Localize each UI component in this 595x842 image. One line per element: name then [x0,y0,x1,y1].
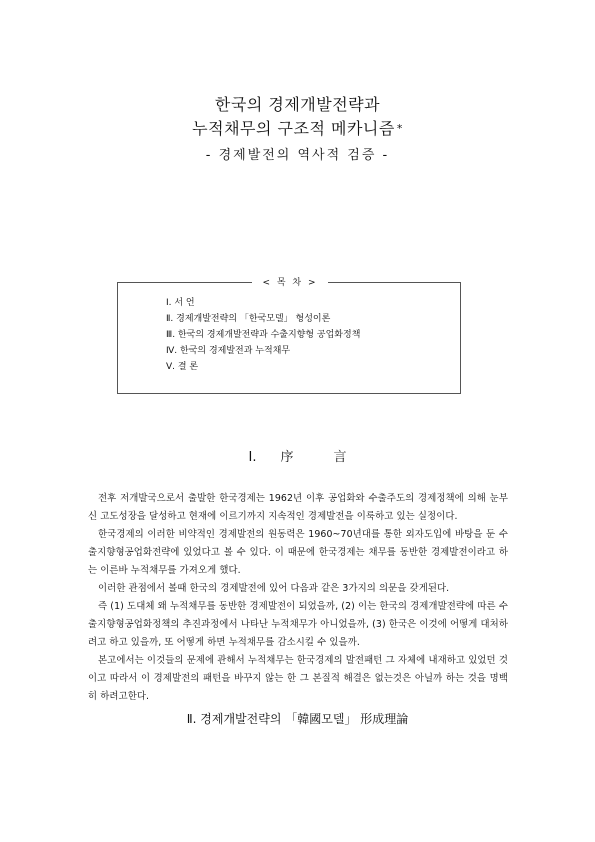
paragraph: 한국경제의 이러한 비약적인 경제발전의 원동력은 1960~70년대를 통한 외자도입에 바탕을 둔 수출지향형공업화전략에 있었다고 볼 수 있다. 이 때문에 한국경제는 채무를 동반한 경제발전이라고 하는 이른바 누적채무를 가져오게 했다. [88,529,508,576]
toc-item: Ⅲ. 한국의 경제개발전략과 수출지향형 공업화정책 [166,330,361,340]
section-2-heading: Ⅱ. 경제개발전략의 「韓國모델」 形成理論 [186,712,409,726]
toc-item: Ⅱ. 경제개발전략의 「한국모델」 형성이론 [166,314,331,324]
toc-list [166,295,360,375]
body-text [88,490,508,706]
table-of-contents-box [117,278,461,394]
toc-heading: < 목 차 > [118,275,462,288]
section-1-heading: Ⅰ. 序 言 [248,450,347,465]
paragraph: 이러한 관점에서 볼때 한국의 경제발전에 있어 다음과 같은 3가지의 의문을 갖게된다. [98,583,450,594]
toc-item: Ⅰ. 서 언 [166,298,195,308]
paper-title-line2: 누적채무의 구조적 메카니즘 * [192,119,403,138]
paragraph: 본고에서는 이것들의 문제에 관해서 누적채무는 한국경제의 발전패턴 그 자체에 내재하고 있었던 것이고 따라서 이 경제발전의 패턴을 바꾸지 않는 한 그 본질적 해결은 없는것은 아닐까 하는 것을 명백히 하려고한다. [88,655,508,702]
toc-item: Ⅳ. 한국의 경제발전과 누적채무 [166,346,291,356]
toc-item: Ⅴ. 결 론 [166,362,199,372]
footnote-mark: * [396,122,403,135]
paper-subtitle: - 경제발전의 역사적 검증 - [205,148,390,163]
paragraph: 전후 저개발국으로서 출발한 한국경제는 1962년 이후 공업화와 수출주도의 경제정책에 의해 눈부신 고도성장을 달성하고 현재에 이르기까지 지속적인 경제발전을 이룩하고 있는 실정이다. [88,493,508,522]
paragraph: 즉 (1) 도대체 왜 누적채무를 동반한 경제발전이 되었을까, (2) 이는 한국의 경제개발전략에 따른 수출지향형공업화정책의 추진과정에서 나타난 누적채무가 아니었을까, (3) 한국은 이것에 어떻게 대처하려고 하고 있을까, 또 어떻게 하면 누적채무를 감소시킬 수 있을까. [88,601,508,648]
paper-title-line1: 한국의 경제개발전략과 [214,95,381,114]
